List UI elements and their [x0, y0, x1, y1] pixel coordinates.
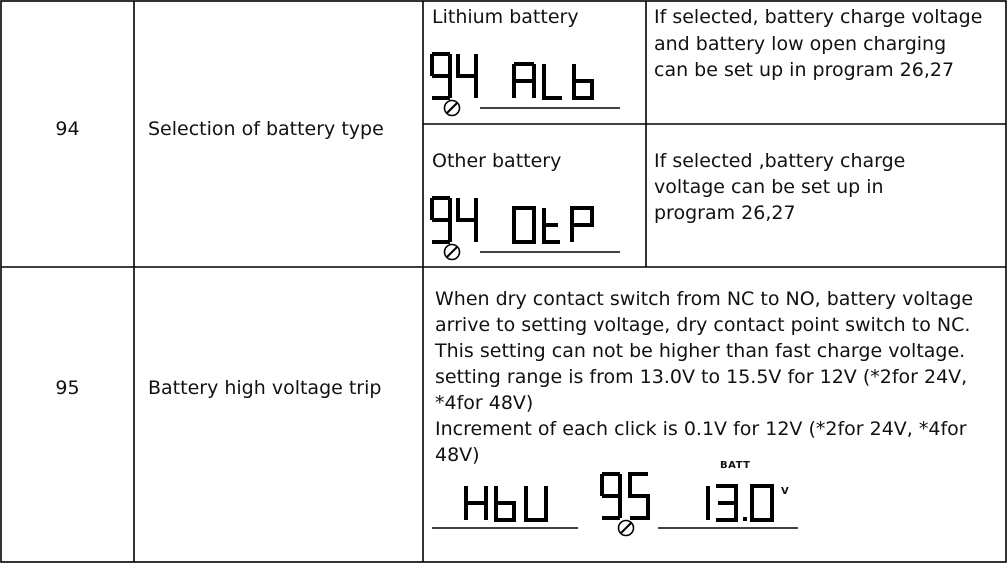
row-94-number: 94 — [55, 118, 80, 140]
lcd-batt-label: BATT — [720, 460, 751, 471]
wrench-circle-icon — [619, 521, 634, 536]
row-95-detail-2: arrive to setting voltage, dry contact point switch to NC. — [435, 314, 971, 336]
row-95-detail-6: Increment of each click is 0.1V for 12V (*2for 24V, *4for — [435, 418, 967, 440]
option-other-note-1: If selected ,battery charge — [654, 150, 906, 172]
option-other-name: Other battery — [432, 150, 562, 172]
lcd-display-other — [428, 194, 628, 264]
lcd-display-lithium — [428, 50, 628, 120]
row-95-detail-4: setting range is from 13.0V to 15.5V for 12V (*2for 24V, — [435, 366, 968, 388]
row-95-description: Battery high voltage trip — [148, 377, 382, 399]
row-95-number: 95 — [55, 377, 80, 399]
option-other-note-2: voltage can be set up in — [654, 176, 884, 198]
option-lithium-note-3: can be set up in program 26,27 — [654, 59, 955, 81]
row-95-detail-1: When dry contact switch from NC to NO, battery voltage — [435, 288, 974, 310]
wrench-circle-icon — [445, 101, 460, 116]
option-lithium-note-2: and battery low open charging — [654, 33, 947, 55]
row-95-detail-3: This setting can not be higher than fast charge voltage. — [435, 340, 966, 362]
lcd-display-high-voltage — [432, 470, 812, 545]
wrench-circle-icon — [445, 245, 460, 260]
row-95-detail-7: 48V) — [435, 444, 480, 466]
row-95-detail-5: *4for 48V) — [435, 392, 534, 414]
lcd-unit-v: V — [781, 486, 790, 497]
row-94-description: Selection of battery type — [148, 118, 384, 140]
option-lithium-note-1: If selected, battery charge voltage — [654, 6, 983, 28]
option-other-note-3: program 26,27 — [654, 202, 796, 224]
option-lithium-name: Lithium battery — [432, 6, 579, 28]
